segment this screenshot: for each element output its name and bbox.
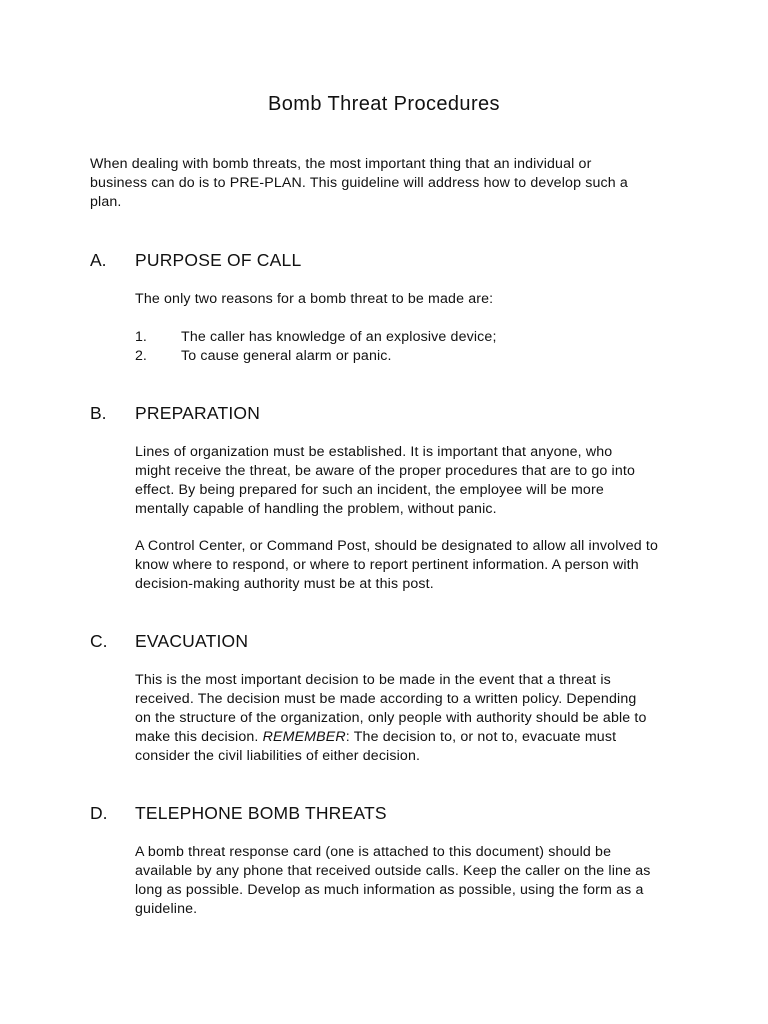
document-title: Bomb Threat Procedures (268, 93, 500, 115)
intro-paragraph: When dealing with bomb threats, the most important thing that an individual or business can do is to PRE-PLAN. This guideline will address how to develop such a plan. (90, 156, 628, 210)
section-a-paragraph: The only two reasons for a bomb threat to be made are: (135, 291, 494, 307)
section-c-text: This is the most important decision to be made in the event that a threat is received. The decision must be made according to a written policy. Depending on the structure of the organization, only people with authority should be able to make this decision. (135, 672, 647, 745)
section-b-paragraph-1: Lines of organization must be established. It is important that anyone, who might receive the threat, be aware of the proper procedures that are to go into effect. By being prepared for such an incident, the employee will be more mentally capable of handling the problem, without panic. (135, 444, 636, 517)
section-a-heading: PURPOSE OF CALL (135, 250, 302, 270)
section-c-text-continued: : The decision to, or not to, evacuate must consider the civil liabilities of either decision. (135, 729, 617, 764)
section-d-heading: TELEPHONE BOMB THREATS (135, 803, 387, 823)
section-c-paragraph (135, 671, 695, 766)
section-a-letter: A. (90, 250, 107, 270)
list-item-number: 2. (135, 348, 147, 364)
section-b-letter: B. (90, 403, 107, 423)
section-c-letter: C. (90, 631, 108, 651)
list-item-text: To cause general alarm or panic. (181, 348, 392, 364)
remember-emphasis: REMEMBER (262, 729, 346, 745)
section-d-paragraph: A bomb threat response card (one is attached to this document) should be available by any phone that received outside calls. Keep the caller on the line as long as possible. Develop as much information as possible, using the form as a guideline. (135, 844, 651, 917)
section-b-paragraph-2: A Control Center, or Command Post, should be designated to allow all involved to know where to respond, or where to report pertinent information. A person with decision-making authority must be at this post. (135, 538, 659, 592)
section-c-heading: EVACUATION (135, 631, 249, 651)
section-b-heading: PREPARATION (135, 403, 261, 423)
list-item-text: The caller has knowledge of an explosive device; (181, 329, 497, 345)
section-d-letter: D. (90, 803, 108, 823)
list-item-number: 1. (135, 329, 147, 345)
